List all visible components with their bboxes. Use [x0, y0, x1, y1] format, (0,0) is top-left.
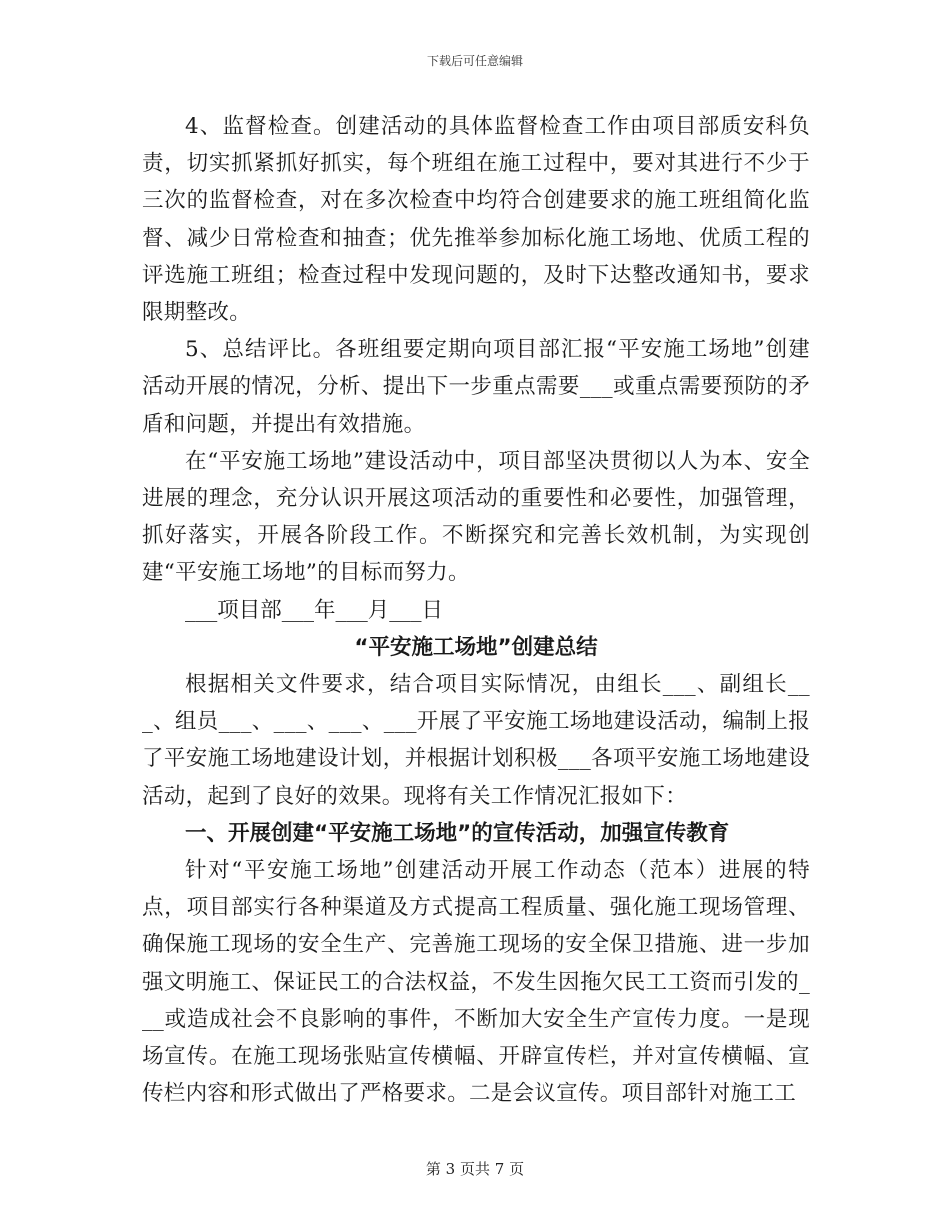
- paragraph-supervision: 4、监督检查。创建活动的具体监督检查工作由项目部质安科负责，切实抓紧抓好抓实，每个班组在施工过程中，要对其进行不少于三次的监督检查，对在多次检查中均符合创建要求的施工班组简化监督、减少日常检查和抽查；优先推举参加标化施工场地、优质工程的评选施工班组；检查过程中发现问题的，及时下达整改通知书，要求限期整改。: [142, 114, 810, 326]
- document-body: [142, 108, 810, 1112]
- paragraph-conclusion: 在“平安施工场地”建设活动中，项目部坚决贯彻以人为本、安全进展的理念，充分认识开展这项活动的重要性和必要性，加强管理，抓好落实，开展各阶段工作。不断探究和完善长效机制，为实现创建“平安施工场地”的目标而努力。: [142, 448, 810, 586]
- paragraph-evaluation: 5、总结评比。各班组要定期向项目部汇报“平安施工场地”创建活动开展的情况，分析、提出下一步重点需要___或重点需要预防的矛盾和问题，并提出有效措施。: [142, 337, 810, 437]
- section-heading: 一、开展创建“平安施工场地”的宣传活动，加强宣传教育: [185, 820, 730, 846]
- page-footer: 第 3 页共 7 页: [425, 1160, 525, 1178]
- page-header: 下载后可任意编辑: [426, 54, 523, 68]
- paragraph-intro: 根据相关文件要求，结合项目实际情况，由组长___、副组长___、组员___、___、___、___开展了平安施工场地建设活动，编制上报了平安施工场地建设计划，并根据计划积极___各项平安施工场地建设活动，起到了良好的效果。现将有关工作情况汇报如下：: [142, 672, 810, 809]
- signature-date-line: ___项目部___年___月___日: [185, 597, 444, 623]
- paragraph-publicity: 针对“平安施工场地”创建活动开展工作动态（范本）进展的特点，项目部实行各种渠道及方式提高工程质量、强化施工现场管理、确保施工现场的安全生产、完善施工现场的安全保卫措施、进一步加强文明施工、保证民工的合法权益，不发生因拖欠民工工资而引发的___或造成社会不良影响的事件，不断加大安全生产宣传力度。一是现场宣传。在施工现场张贴宣传横幅、开辟宣传栏，并对宣传横幅、宣传栏内容和形式做出了严格要求。二是会议宣传。项目部针对施工工: [142, 858, 810, 1107]
- section-title: “平安施工场地”创建总结: [354, 634, 598, 660]
